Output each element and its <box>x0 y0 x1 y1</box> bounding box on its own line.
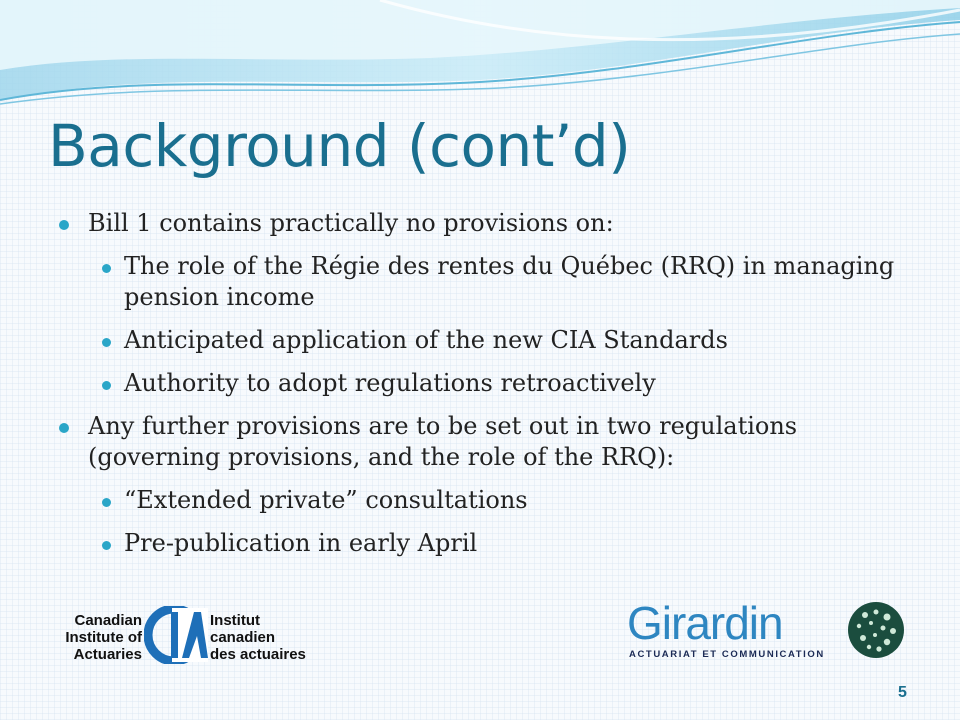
slide-title: Background (cont’d) <box>48 112 631 180</box>
bullet-text: The role of the Régie des rentes du Québec (RRQ) in managing pension income <box>124 252 895 311</box>
bullet-text: Any further provisions are to be set out in two regulations (governing provisions, and the role of the RRQ): <box>88 412 798 471</box>
list-item <box>58 485 918 516</box>
cia-fr-line: canadien <box>210 629 276 646</box>
list-item <box>58 325 918 356</box>
list-item <box>58 368 918 399</box>
bullet-list <box>58 208 918 571</box>
cia-fr-line: Institut <box>210 612 260 629</box>
list-item <box>58 411 918 473</box>
cia-logo <box>60 606 318 664</box>
list-item <box>58 251 918 313</box>
cia-emblem-icon <box>144 606 208 664</box>
page-number: 5 <box>898 684 907 701</box>
bullet-text: Bill 1 contains practically no provisions on: <box>88 209 614 237</box>
list-item <box>58 208 918 239</box>
header-wave-decoration <box>0 0 960 110</box>
bullet-dot-icon <box>102 498 111 507</box>
bullet-dot-icon <box>59 220 69 230</box>
bullet-dot-icon <box>102 541 111 550</box>
bullet-dot-icon <box>59 423 69 433</box>
bullet-dot-icon <box>102 338 111 347</box>
list-item <box>58 528 918 559</box>
bullet-text: Authority to adopt regulations retroactively <box>124 369 656 397</box>
bullet-dot-icon <box>102 381 111 390</box>
bullet-dot-icon <box>102 264 111 273</box>
girardin-tagline: ACTUARIAT ET COMMUNICATION <box>629 649 825 660</box>
cia-en-line: Actuaries <box>73 646 142 663</box>
bullet-text: Pre-publication in early April <box>124 529 478 557</box>
bullet-text: Anticipated application of the new CIA Standards <box>124 326 728 354</box>
cia-en-line: Canadian <box>74 612 142 629</box>
girardin-wordmark: Girardin <box>627 597 783 649</box>
cia-fr-line: des actuaires <box>210 646 306 663</box>
cia-logo-english <box>62 612 142 663</box>
bullet-text: “Extended private” consultations <box>124 486 528 514</box>
cia-logo-french <box>210 612 320 663</box>
cia-en-line: Institute of <box>65 629 142 646</box>
girardin-dots-icon <box>847 601 905 659</box>
girardin-logo <box>617 595 913 667</box>
